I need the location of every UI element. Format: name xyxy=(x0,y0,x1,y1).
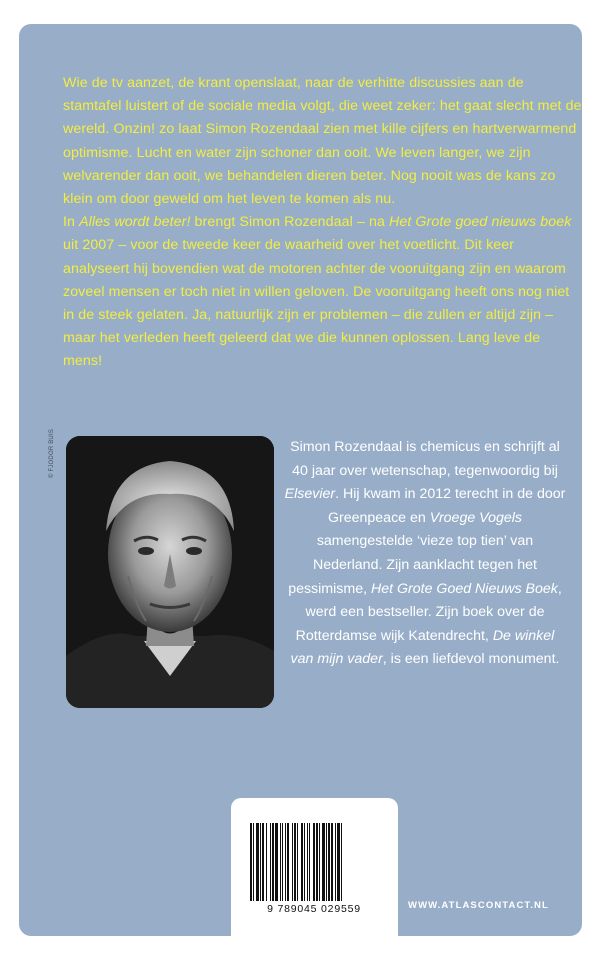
barcode-icon xyxy=(250,823,376,901)
magazine-name-italic: Elsevier xyxy=(284,486,336,503)
bio-text-run: , werd een bestseller. Zijn boek over de Rotterdamse wijk Katendrecht, xyxy=(295,580,562,644)
bio-text-run: Simon Rozendaal is chemicus en schrijft al 40 jaar over wetenschap, tegenwoordig bij xyxy=(290,439,560,479)
author-bio-paragraph xyxy=(283,436,567,672)
bio-text-run: . Hij kwam in 2012 terecht in de door Greenpeace en xyxy=(327,486,566,526)
blurb-text-run: uit 2007 – voor de tweede keer de waarheid over het voetlicht. Dit keer analyseert hij bovendien wat de motoren achter de vooruitgang zijn en waarom zoveel mensen er toch niet in willen geloven. De vooruitgang heeft ons nog niet in de steek gelaten. Ja, natuurlijk zijn er problemen – die zullen er altijd zijn – maar het verleden heeft geleerd dat we die kunnen oplossen. Lang leve de mens! xyxy=(63,237,570,370)
blurb-text xyxy=(63,72,582,374)
book-back-cover xyxy=(19,24,582,936)
author-portrait-image xyxy=(66,436,274,708)
blurb-text-run: In xyxy=(63,214,80,231)
book-title-italic: Alles wordt beter! xyxy=(79,214,191,231)
blurb-paragraph-1: Wie de tv aanzet, de krant openslaat, naar de verhitte discussies aan de stamtafel luistert of de sociale media volgt, die weet zeker: het gaat slecht met de wereld. Onzin! zo laat Simon Rozendaal zien met kille cijfers en hartverwarmend optimisme. Lucht en water zijn schoner dan ooit. We leven langer, we zijn welvarender dan ooit, we behandelen dieren beter. Nog nooit was de kans zo klein om door geweld om het leven te komen als nu. xyxy=(63,75,582,208)
book-title-italic: Het Grote Goed Nieuws Boek xyxy=(370,580,558,597)
bio-text-run: samengestelde ‘vieze top tien’ van Nederland. Zijn aanklacht tegen het pessimisme, xyxy=(288,533,537,597)
barcode-panel xyxy=(231,798,398,936)
bio-text-run: , is een liefdevol monument. xyxy=(382,651,560,668)
isbn-number: 9 789045 029559 xyxy=(267,903,361,915)
book-title-italic: De winkel van mijn vader xyxy=(290,627,555,668)
blurb-text-run: brengt Simon Rozendaal – na xyxy=(190,214,389,231)
author-photo xyxy=(66,436,274,708)
author-bio xyxy=(283,436,567,672)
photo-credit: © FJODOR BUIS xyxy=(49,428,55,478)
blurb-paragraph-2 xyxy=(63,211,582,373)
program-name-italic: Vroege Vogels xyxy=(429,509,523,526)
previous-book-title-italic: Het Grote goed nieuws boek xyxy=(389,214,572,231)
publisher-website: WWW.ATLASCONTACT.NL xyxy=(408,900,549,911)
